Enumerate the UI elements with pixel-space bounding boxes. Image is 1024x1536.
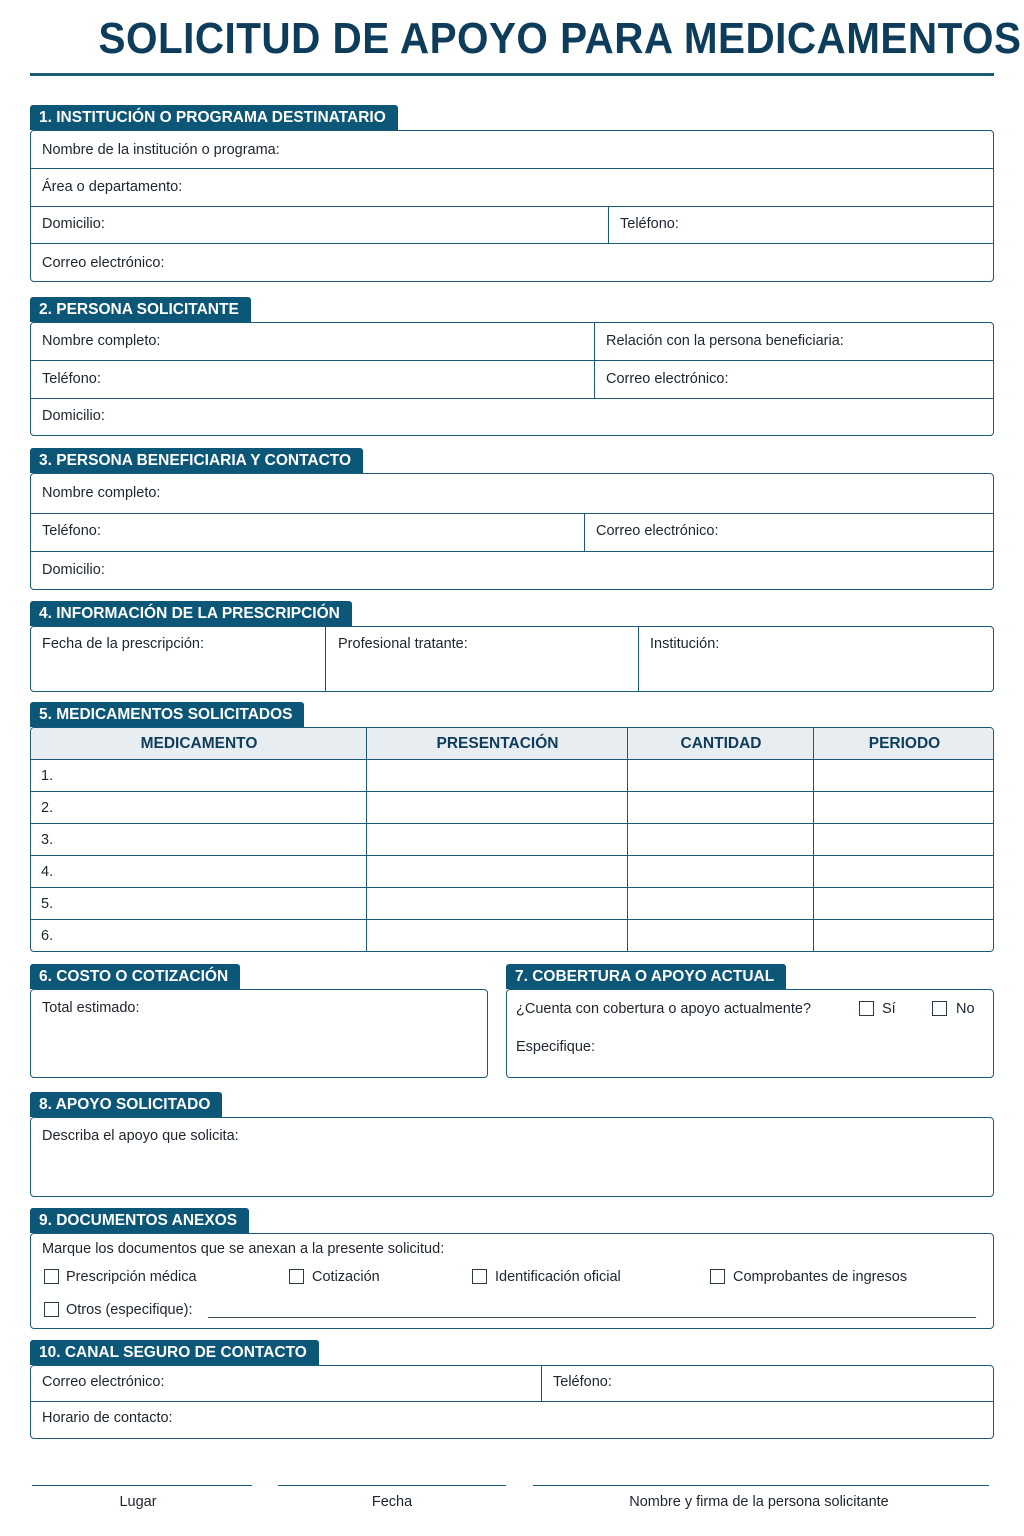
table-row-number: 3. <box>41 832 54 848</box>
section-1-heading: 1. INSTITUCIÓN O PROGRAMA DESTINATARIO <box>30 105 398 130</box>
applicant-name-field[interactable]: Nombre completo: <box>42 333 161 349</box>
divider <box>638 627 639 691</box>
divider <box>31 791 993 792</box>
institution-phone-field[interactable]: Teléfono: <box>620 216 679 232</box>
institution-address-field[interactable]: Domicilio: <box>42 216 105 232</box>
doc-other-checkbox[interactable] <box>44 1302 59 1317</box>
divider <box>366 728 367 952</box>
table-row-number: 1. <box>41 768 54 784</box>
coverage-yes-label: Sí <box>882 1001 896 1017</box>
section-3-heading: 3. PERSONA BENEFICIARIA Y CONTACTO <box>30 448 363 473</box>
name-signature-line[interactable] <box>533 1485 989 1486</box>
signature-name-label: Nombre y firma de la persona solicitante <box>629 1494 889 1510</box>
section-8-heading: 8. APOYO SOLICITADO <box>30 1092 222 1117</box>
section-8-box <box>30 1117 994 1197</box>
divider <box>31 919 993 920</box>
divider <box>31 206 993 207</box>
secure-phone-field[interactable]: Teléfono: <box>553 1374 612 1390</box>
contact-hours-field[interactable]: Horario de contacto: <box>42 1410 173 1426</box>
table-row-number: 2. <box>41 800 54 816</box>
divider <box>31 1401 993 1402</box>
beneficiary-name-field[interactable]: Nombre completo: <box>42 485 161 501</box>
section-7-box <box>506 989 994 1078</box>
form-title: SOLICITUD DE APOYO PARA MEDICAMENTOS <box>98 14 1022 63</box>
section-4-heading: 4. INFORMACIÓN DE LA PRESCRIPCIÓN <box>30 601 352 626</box>
section-1-box <box>30 130 994 282</box>
secure-email-field[interactable]: Correo electrónico: <box>42 1374 165 1390</box>
estimated-total-field[interactable]: Total estimado: <box>42 1000 140 1016</box>
doc-id-checkbox[interactable] <box>472 1269 487 1284</box>
applicant-phone-field[interactable]: Teléfono: <box>42 371 101 387</box>
divider <box>31 855 993 856</box>
doc-prescription-checkbox[interactable] <box>44 1269 59 1284</box>
divider <box>594 323 595 398</box>
department-field[interactable]: Área o departamento: <box>42 179 183 195</box>
institution-name-field[interactable]: Nombre de la institución o programa: <box>42 142 280 158</box>
section-2-heading: 2. PERSONA SOLICITANTE <box>30 297 251 322</box>
documents-instruction: Marque los documentos que se anexan a la presente solicitud: <box>42 1241 445 1257</box>
table-row-number: 6. <box>41 928 54 944</box>
section-10-box <box>30 1365 994 1439</box>
divider <box>31 168 993 169</box>
coverage-question: ¿Cuenta con cobertura o apoyo actualmente? <box>516 1001 812 1017</box>
table-row-number: 5. <box>41 896 54 912</box>
doc-quote-checkbox[interactable] <box>289 1269 304 1284</box>
divider <box>31 551 993 552</box>
divider <box>31 243 993 244</box>
doc-income-label: Comprobantes de ingresos <box>733 1269 908 1285</box>
relationship-field[interactable]: Relación con la persona beneficiaria: <box>606 333 844 349</box>
doc-quote-label: Cotización <box>312 1269 380 1285</box>
doc-other-input-line[interactable] <box>208 1317 976 1318</box>
date-label: Fecha <box>371 1494 413 1510</box>
medications-table <box>30 727 994 952</box>
coverage-no-checkbox[interactable] <box>932 1001 947 1016</box>
section-3-box <box>30 473 994 590</box>
section-7-heading: 7. COBERTURA O APOYO ACTUAL <box>506 964 786 989</box>
section-9-box <box>30 1233 994 1329</box>
prescription-institution-field[interactable]: Institución: <box>650 636 720 652</box>
section-6-heading: 6. COSTO O COTIZACIÓN <box>30 964 240 989</box>
section-9-heading: 9. DOCUMENTOS ANEXOS <box>30 1208 249 1233</box>
divider <box>584 513 585 551</box>
support-description-field[interactable]: Describa el apoyo que solicita: <box>42 1128 239 1144</box>
section-4-box <box>30 626 994 692</box>
divider <box>31 513 993 514</box>
divider <box>627 728 628 952</box>
doc-id-label: Identificación oficial <box>495 1269 621 1285</box>
column-header-presentacion: PRESENTACIÓN <box>367 728 628 759</box>
divider <box>31 759 993 760</box>
divider <box>541 1366 542 1401</box>
beneficiary-address-field[interactable]: Domicilio: <box>42 562 105 578</box>
section-6-box <box>30 989 488 1078</box>
coverage-no-label: No <box>956 1001 975 1017</box>
place-signature-line[interactable] <box>32 1485 252 1486</box>
section-10-heading: 10. CANAL SEGURO DE CONTACTO <box>30 1340 319 1365</box>
beneficiary-phone-field[interactable]: Teléfono: <box>42 523 101 539</box>
section-2-box <box>30 322 994 436</box>
doc-prescription-label: Prescripción médica <box>66 1269 197 1285</box>
column-header-medicamento: MEDICAMENTO <box>31 728 367 759</box>
divider <box>31 823 993 824</box>
place-label: Lugar <box>119 1494 157 1510</box>
divider <box>608 206 609 243</box>
divider <box>813 728 814 952</box>
section-5-heading: 5. MEDICAMENTOS SOLICITADOS <box>30 702 304 727</box>
title-rule <box>30 73 994 76</box>
divider <box>31 887 993 888</box>
coverage-yes-checkbox[interactable] <box>859 1001 874 1016</box>
beneficiary-email-field[interactable]: Correo electrónico: <box>596 523 719 539</box>
applicant-email-field[interactable]: Correo electrónico: <box>606 371 729 387</box>
divider <box>31 398 993 399</box>
divider <box>325 627 326 691</box>
divider <box>31 360 993 361</box>
doc-income-checkbox[interactable] <box>710 1269 725 1284</box>
column-header-periodo: PERIODO <box>814 728 994 759</box>
doc-other-label: Otros (especifique): <box>66 1302 193 1318</box>
institution-email-field[interactable]: Correo electrónico: <box>42 255 165 271</box>
applicant-address-field[interactable]: Domicilio: <box>42 408 105 424</box>
column-header-cantidad: CANTIDAD <box>628 728 814 759</box>
date-signature-line[interactable] <box>278 1485 506 1486</box>
coverage-specify-field[interactable]: Especifique: <box>516 1039 595 1055</box>
prescription-date-field[interactable]: Fecha de la prescripción: <box>42 636 204 652</box>
table-row-number: 4. <box>41 864 54 880</box>
treating-professional-field[interactable]: Profesional tratante: <box>338 636 468 652</box>
